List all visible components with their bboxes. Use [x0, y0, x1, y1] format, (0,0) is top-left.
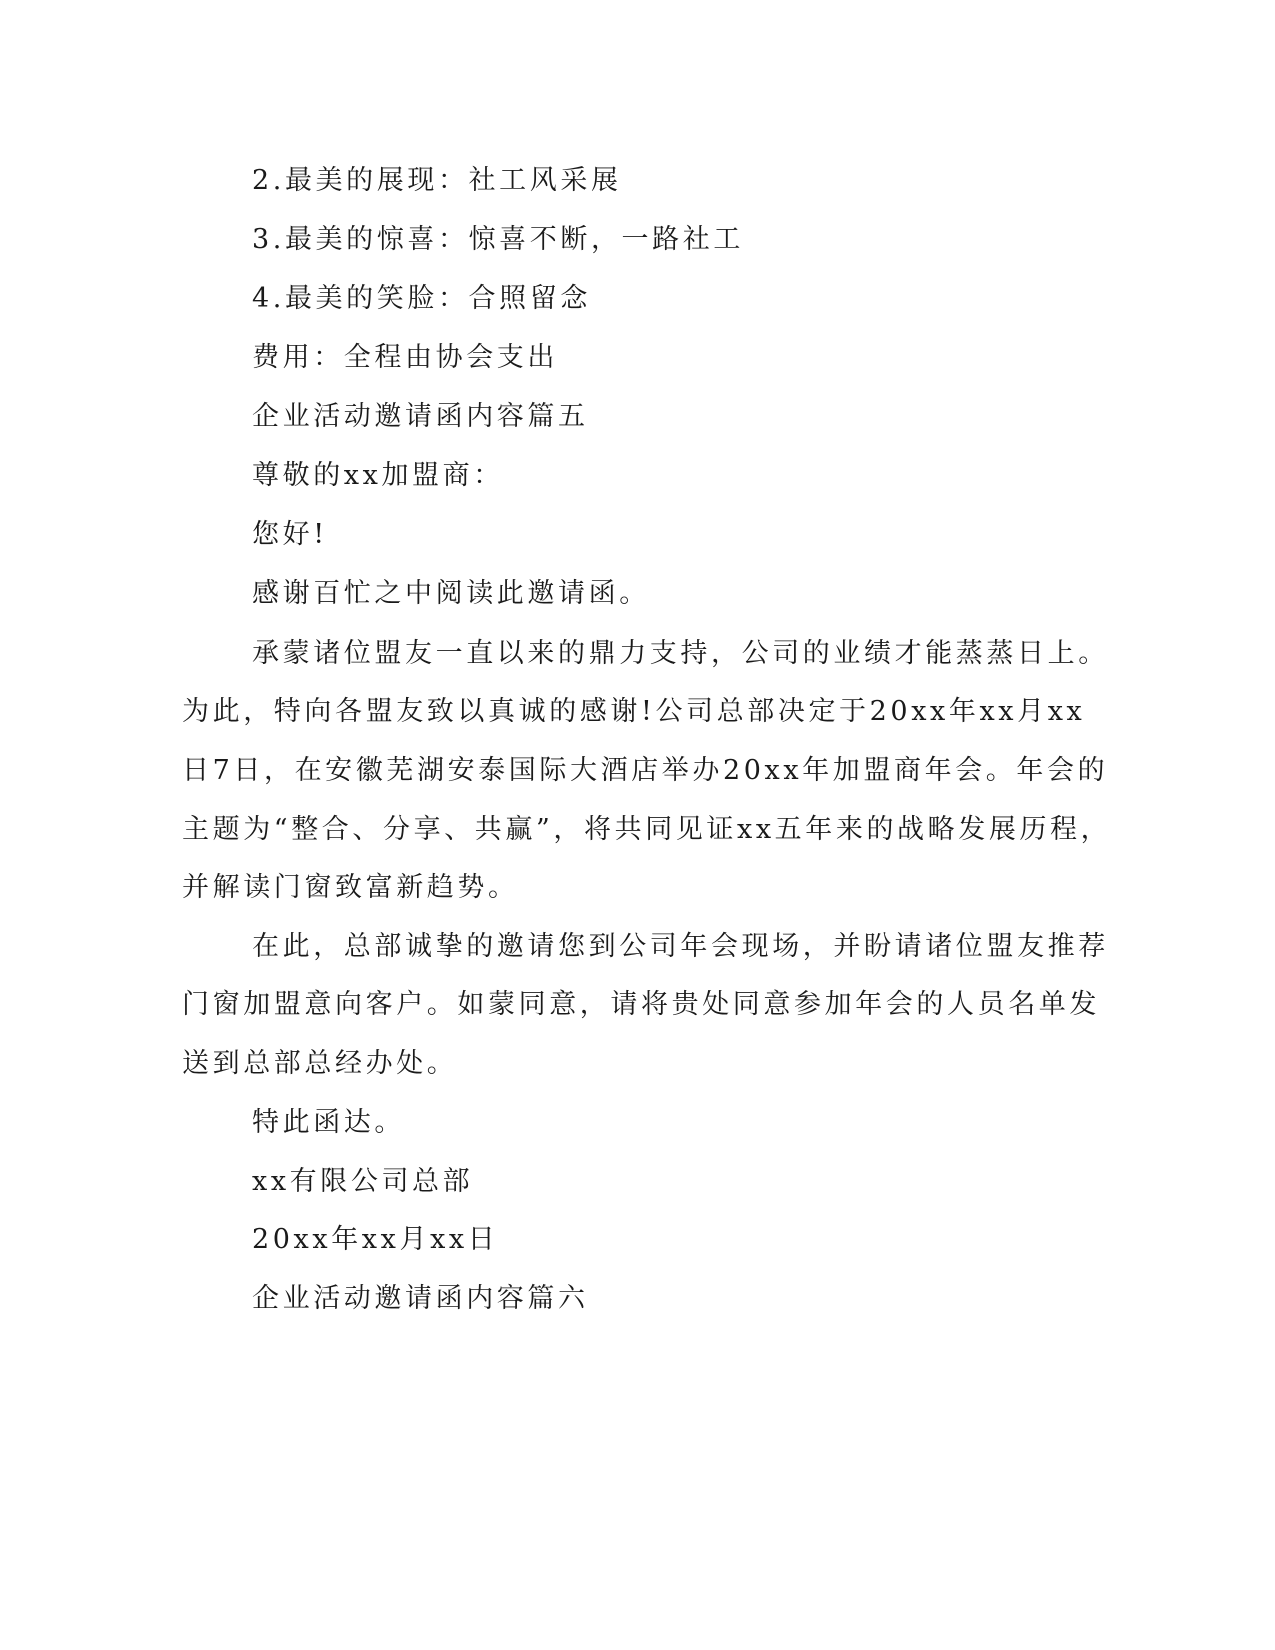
section-heading-part6: 企业活动邀请函内容篇六 — [252, 1283, 589, 1314]
text-line-cost: 费用：全程由协会支出 — [252, 342, 558, 373]
text-line-item-2: 2.最美的展现：社工风采展 — [252, 165, 622, 196]
paragraph-2-line-2: 门窗加盟意向客户。如蒙同意，请将贵处同意参加年会的人员名单发 — [182, 989, 1100, 1020]
paragraph-1-line-4: 主题为“整合、分享、共赢”，将共同见证xx五年来的战略发展历程， — [182, 814, 1112, 845]
text-line-item-4: 4.最美的笑脸：合照留念 — [252, 283, 591, 314]
paragraph-1-line-2: 为此，特向各盟友致以真诚的感谢!公司总部决定于20xx年xx月xx — [182, 696, 1086, 727]
letter-signature-company: xx有限公司总部 — [252, 1166, 474, 1197]
letter-salutation: 尊敬的xx加盟商： — [252, 460, 504, 491]
paragraph-1-line-5: 并解读门窗致富新趋势。 — [182, 872, 519, 903]
letter-closing: 特此函达。 — [252, 1107, 405, 1138]
letter-date: 20xx年xx月xx日 — [252, 1224, 499, 1255]
paragraph-1-line-1: 承蒙诸位盟友一直以来的鼎力支持，公司的业绩才能蒸蒸日上。 — [252, 638, 1109, 669]
paragraph-1-line-3: 日7日，在安徽芜湖安泰国际大酒店举办20xx年加盟商年会。年会的 — [182, 755, 1109, 786]
paragraph-2-line-3: 送到总部总经办处。 — [182, 1048, 458, 1079]
paragraph-2-line-1: 在此，总部诚挚的邀请您到公司年会现场，并盼请诸位盟友推荐 — [252, 931, 1109, 962]
section-heading-part5: 企业活动邀请函内容篇五 — [252, 401, 589, 432]
letter-greeting: 您好! — [252, 519, 328, 550]
letter-thanks-line: 感谢百忙之中阅读此邀请函。 — [252, 578, 650, 609]
text-line-item-3: 3.最美的惊喜：惊喜不断，一路社工 — [252, 224, 744, 255]
